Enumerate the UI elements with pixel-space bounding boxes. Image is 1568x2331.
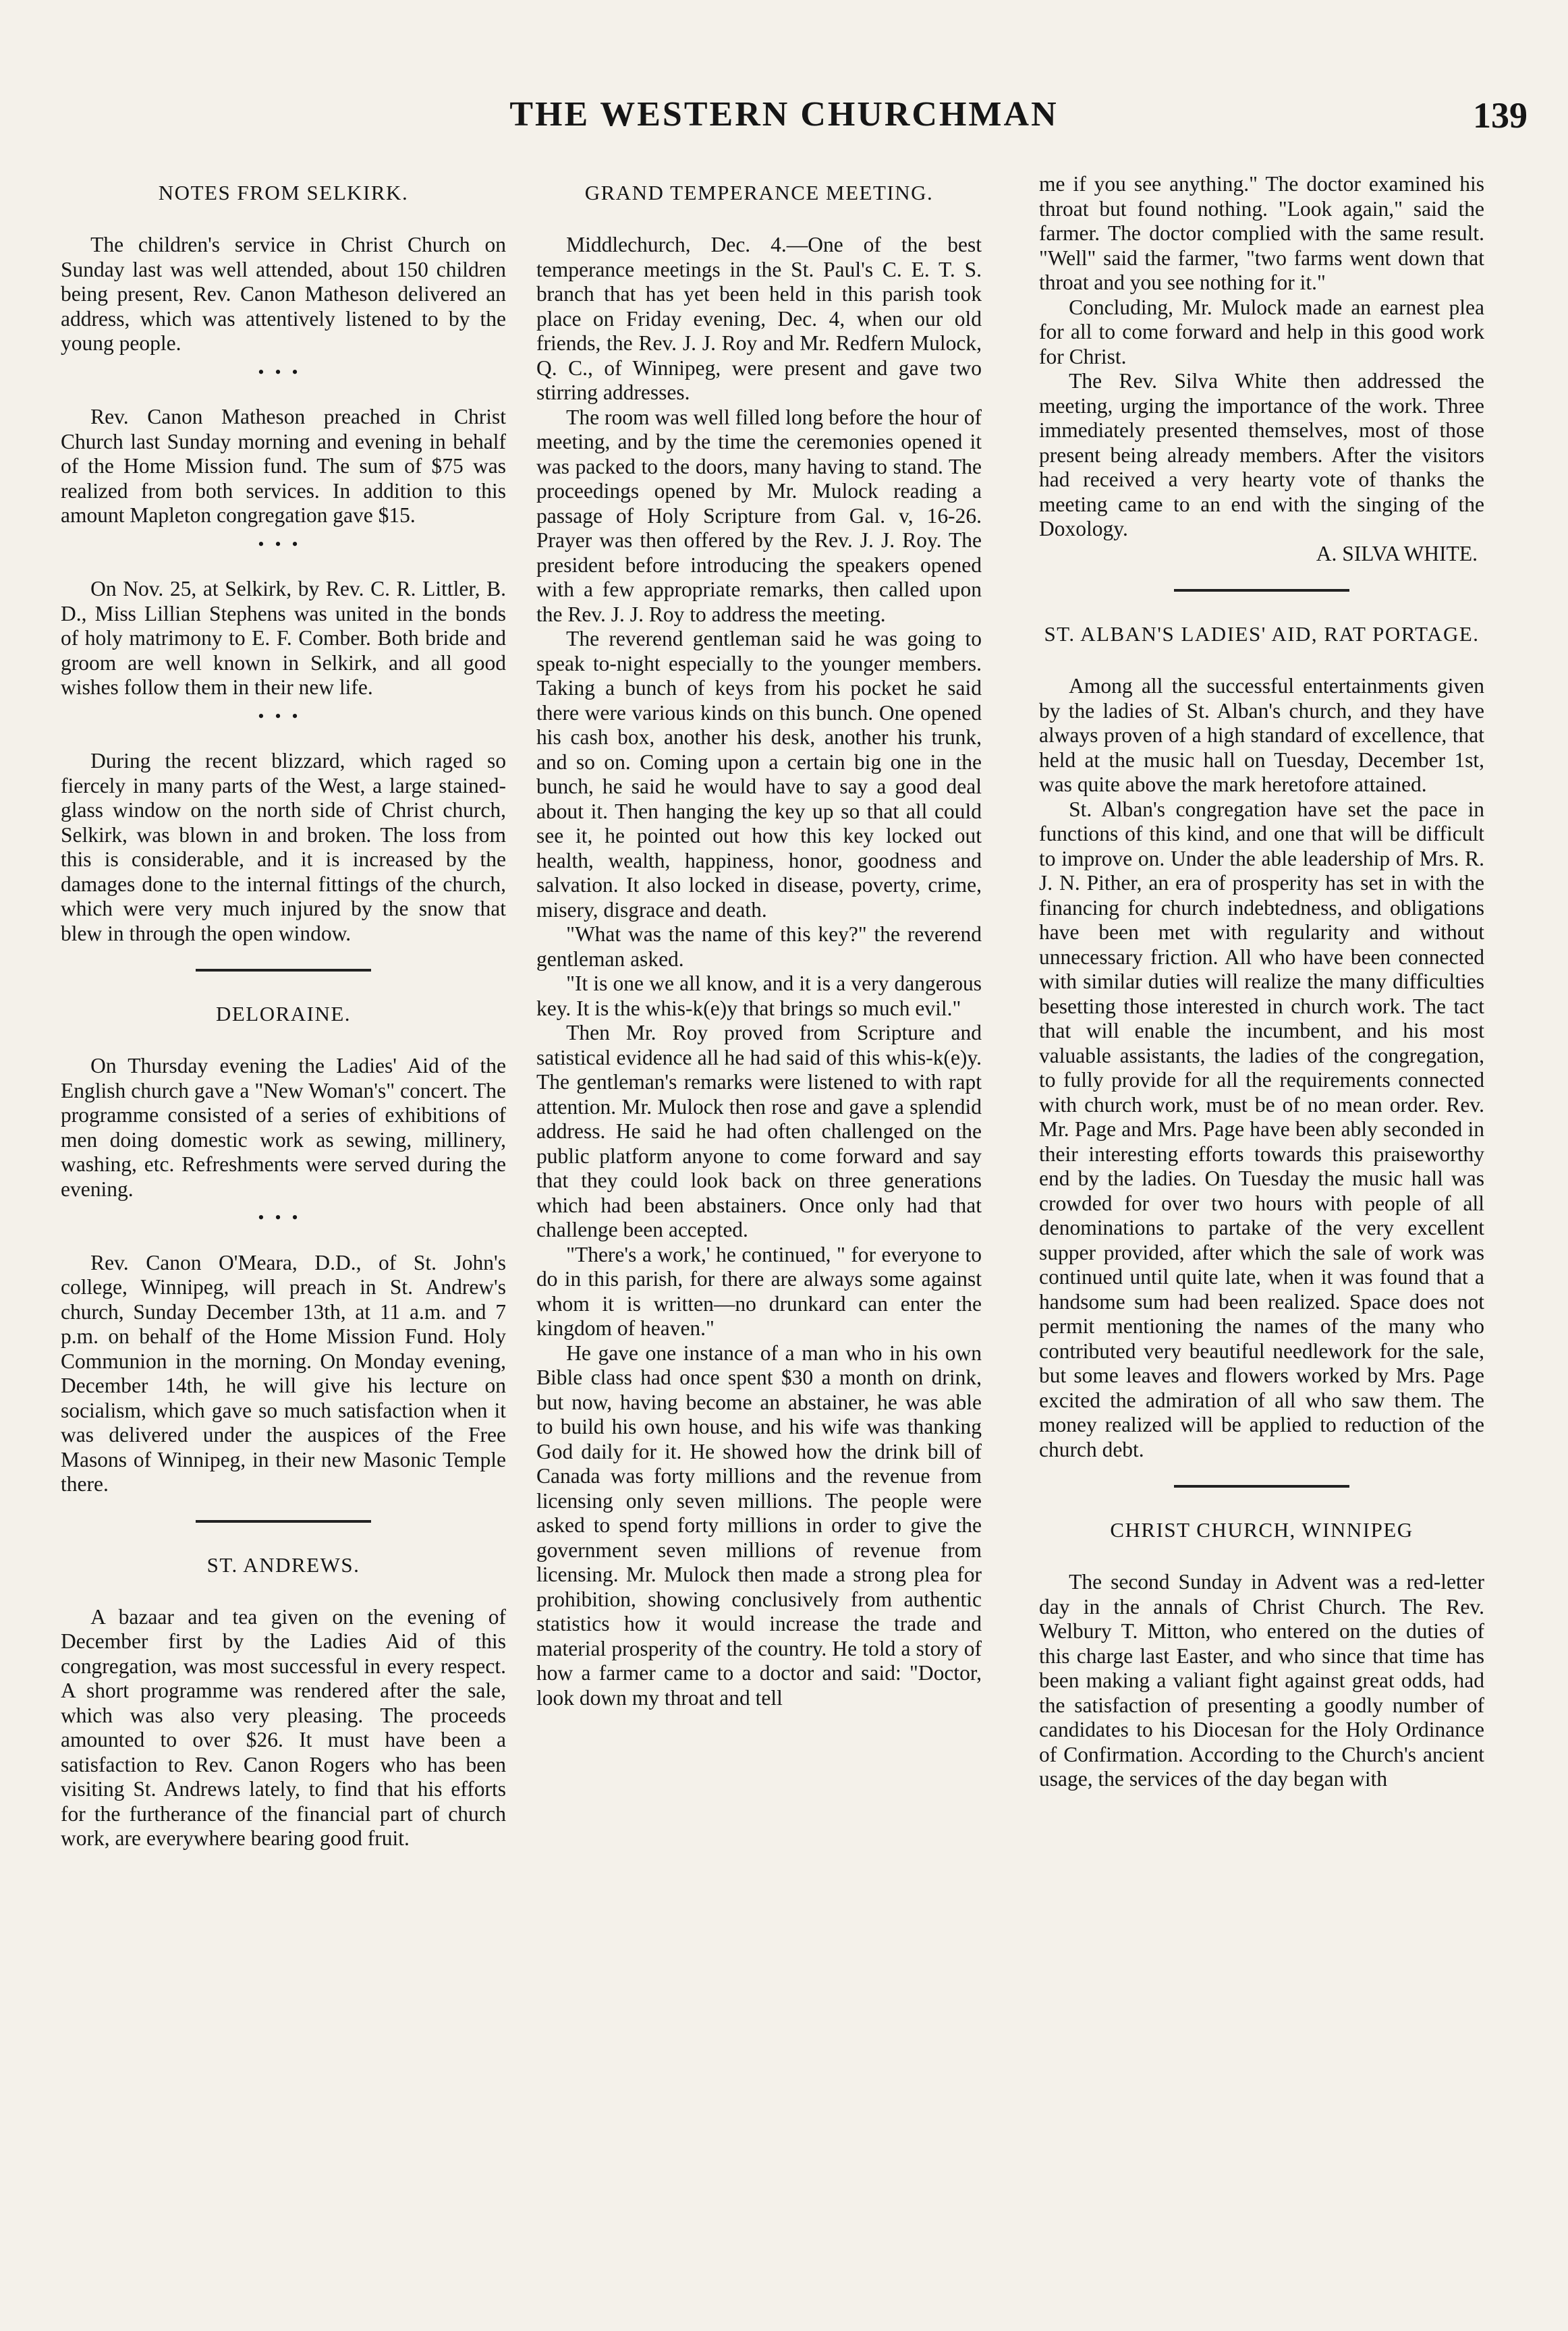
heading-deloraine: DELORAINE.: [215, 1002, 352, 1026]
masthead: [0, 94, 1568, 155]
divider-rule: [1174, 589, 1349, 592]
heading-selkirk: NOTES FROM SELKIRK.: [158, 181, 409, 204]
paragraph: During the recent blizzard, which raged so fiercely in many parts of the West, a large stained-glass window on the north side of Christ church, Selkirk, was blown in and broken. The loss from this is considerable, and it is increased by the damages done to the internal fittings of the church, which were very much injured by the snow that blew in through the open window.: [61, 749, 506, 945]
heading-st-albans: ST. ALBAN'S LADIES' AID, RAT PORTAGE.: [1044, 622, 1480, 646]
signature: A. SILVA WHITE.: [1316, 541, 1478, 565]
publication-title: THE WESTERN CHURCHMAN: [509, 95, 1059, 134]
paragraph: "What was the name of this key?" the reverend gentleman asked.: [536, 922, 982, 971]
paragraph: Rev. Canon Matheson preached in Christ Church last Sunday morning and evening in behalf of the Home Mission fund. The sum of $75 was realized from both services. In addition to this amount Mapleton congregation gave $15.: [61, 405, 506, 527]
paragraph: me if you see anything." The doctor examined his throat but found nothing. "Look again," said the farmer. The doctor complied with the same result. "Well" said the farmer, "two farms went down that throat and you see nothing for it.": [1039, 172, 1484, 294]
paragraph: The second Sunday in Advent was a red-letter day in the annals of Christ Church. The Rev. Welbury T. Mitton, who entered on the duties of this charge last Easter, and who since that time has been making a valiant fight against great odds, had the satisfaction of presenting a goodly number of candidates to his Diocesan for the Holy Ordinance of Confirmation. According to the Church's ancient usage, the services of the day began with: [1039, 1570, 1484, 1791]
paragraph: The Rev. Silva White then addressed the meeting, urging the importance of the work. Three immediately presented themselves, most of those present being already members. After the visitors had received a very hearty vote of thanks the meeting came to an end with the singing of the Doxology.: [1039, 369, 1484, 540]
section-separator: •••: [258, 706, 309, 726]
paragraph: A bazaar and tea given on the evening of December first by the Ladies Aid of this congregation, was most successful in every respect. A short programme was rendered after the sale, which was also very pleasing. The proceeds amounted to over $26. It must have been a satisfaction to Rev. Canon Rogers who has been visiting St. Andrews lately, to find that his efforts for the furtherance of the financial part of church work, are everywhere bearing good fruit.: [61, 1604, 506, 1850]
heading-temperance-meeting: GRAND TEMPERANCE MEETING.: [584, 181, 934, 204]
paragraph: The reverend gentleman said he was going to speak to-night especially to the younger members. Taking a bunch of keys from his pocket he said there were various kinds on this bunch. One opened his cash box, another his desk, another his trunk, and so on. Coming upon a certain big one in the bunch, he said he would have to say a good deal about it. Then hanging the key up so that all could see it, he pointed out how this key locked out health, wealth, happiness, honor, goodness and salvation. It also locked in disease, poverty, crime, misery, disgrace and death.: [536, 627, 982, 922]
column-3: [1039, 172, 1484, 2304]
section-separator: •••: [258, 362, 309, 382]
divider-rule: [1174, 1485, 1349, 1488]
paragraph: St. Alban's congregation have set the pace in functions of this kind, and one that will be difficult to improve on. Under the able leadership of Mrs. R. J. N. Pither, an era of prosperity has set in with the financing for church indebtedness, and obligations have been met with regularity and without unnecessary friction. All who have been connected with similar duties will realize the many difficulties besetting those interested in church work. The tact that will enable the incumbent, and his most valuable assistants, the ladies of the congregation, to fully provide for all the requirements connected with church work, must be of no mean order. Rev. Mr. Page and Mrs. Page have been ably seconded in their interesting efforts towards this praiseworthy end by the ladies. On Tuesday the music hall was crowded for over two hours with people of all denominations to partake of the very excellent supper provided, after which the sale of work was continued until quite late, when it was found that a handsome sum had been realized. Space does not permit mentioning the names of the many who contributed very beautiful needlework for the sale, but some leaves and flowers worked by Mrs. Page excited the admiration of all who saw them. The money realized will be applied to reduction of the church debt.: [1039, 797, 1484, 1461]
page-number: 139: [1473, 95, 1528, 136]
paragraph: He gave one instance of a man who in his own Bible class had once spent $30 a month on drink, but now, having become an abstainer, he was able to build his own house, and his wife was thanking God daily for it. He showed how the drink bill of Canada was forty millions and the revenue from licensing only seven millions. The people were asked to spend forty millions in order to give the government seven millions of revenue from licensing. Mr. Mulock then made a strong plea for prohibition, showing conclusively from authentic statistics how it would increase the trade and material prosperity of the country. He told a story of how a farmer came to a doctor and said: "Doctor, look down my throat and tell: [536, 1341, 982, 1710]
divider-rule: [196, 1520, 371, 1523]
paragraph: Then Mr. Roy proved from Scripture and satistical evidence all he had said of this whis-k(e)y. The gentleman's remarks were listened to with rapt attention. Mr. Mulock then rose and gave a splendid address. He said he had often challenged on the public platform anyone to come forward and say that they could look back on three generations which had been abstainers. Once only had that challenge been accepted.: [536, 1021, 982, 1241]
paragraph: On Thursday evening the Ladies' Aid of the English church gave a "New Woman's" concert. The programme consisted of a series of exhibitions of men doing domestic work as sewing, millinery, washing, etc. Refreshments were served during the evening.: [61, 1054, 506, 1201]
column-2: [536, 172, 982, 2304]
paragraph: Concluding, Mr. Mulock made an earnest plea for all to come forward and help in this good work for Christ.: [1039, 295, 1484, 368]
paragraph: "It is one we all know, and it is a very dangerous key. It is the whis-k(e)y that brings so much evil.": [536, 972, 982, 1020]
heading-st-andrews: ST. ANDREWS.: [206, 1552, 360, 1577]
divider-rule: [196, 969, 371, 972]
column-1: [61, 172, 506, 2304]
section-separator: •••: [258, 1208, 309, 1227]
paragraph: The children's service in Christ Church on Sunday last was well attended, about 150 children being present, Rev. Canon Matheson delivered an address, which was attentively listened to by the young people.: [61, 233, 506, 355]
paragraph: The room was well filled long before the hour of meeting, and by the time the ceremonies opened it was packed to the doors, many having to stand. The proceedings opened by Mr. Mulock reading a passage of Holy Scripture from Gal. v, 16-26. Prayer was then offered by the Rev. J. J. Roy. The president before introducing the speakers opened with a few appropriate remarks, then called upon the Rev. J. J. Roy to address the meeting.: [536, 405, 982, 626]
paragraph: On Nov. 25, at Selkirk, by Rev. C. R. Littler, B. D., Miss Lillian Stephens was united in the bonds of holy matrimony to E. F. Comber. Both bride and groom are well known in Selkirk, and all good wishes follow them in their new life.: [61, 577, 506, 699]
paragraph: "There's a work,' he continued, " for everyone to do in this parish, for there are always some against whom it is written—no drunkard can enter the kingdom of heaven.": [536, 1242, 982, 1340]
paragraph: Among all the successful entertainments given by the ladies of St. Alban's church, and they have always proven of a high standard of excellence, that held at the music hall on Tuesday, December 1st, was quite above the mark heretofore attained.: [1039, 674, 1484, 796]
paragraph: Rev. Canon O'Meara, D.D., of St. John's college, Winnipeg, will preach in St. Andrew's church, Sunday December 13th, at 11 a.m. and 7 p.m. on behalf of the Home Mission Fund. Holy Communion in the morning. On Monday evening, December 14th, he will give his lecture on socialism, which gave so much satisfaction when it was delivered under the auspices of the Free Masons of Winnipeg, in their new Masonic Temple there.: [61, 1250, 506, 1496]
heading-christ-church: CHRIST CHURCH, WINNIPEG: [1110, 1518, 1413, 1542]
paragraph: Middlechurch, Dec. 4.—One of the best temperance meetings in the St. Paul's C. E. T. S. branch that has yet been held in this parish took place on Friday evening, Dec. 4, when our old friends, the Rev. J. J. Roy and Mr. Redfern Mulock, Q. C., of Winnipeg, were present and gave two stirring addresses.: [536, 233, 982, 404]
section-separator: •••: [258, 534, 309, 554]
